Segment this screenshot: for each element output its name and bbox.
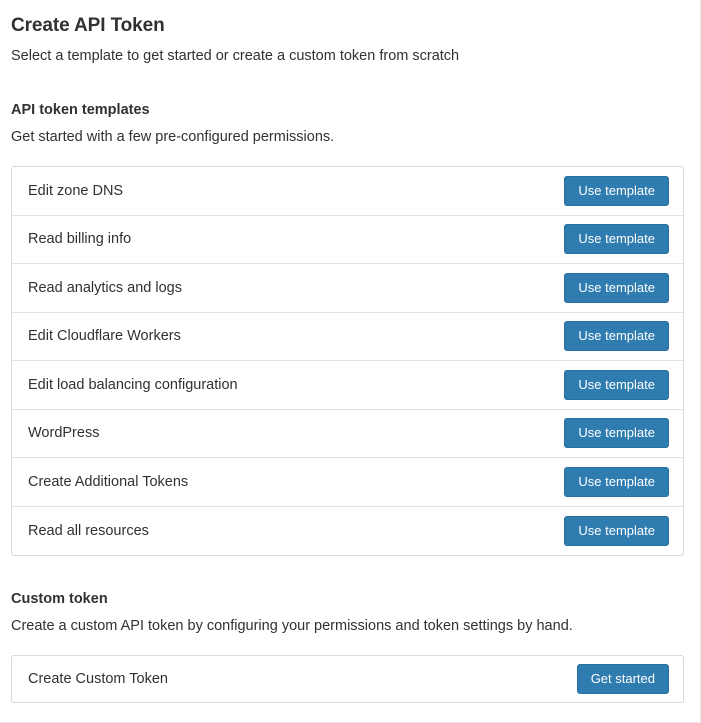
use-template-button[interactable]: Use template	[564, 418, 669, 448]
get-started-button[interactable]: Get started	[577, 664, 669, 694]
template-name: Edit Cloudflare Workers	[28, 328, 181, 345]
list-item[interactable]	[12, 410, 683, 459]
use-template-button[interactable]: Use template	[564, 516, 669, 546]
custom-section-description: Create a custom API token by configuring your permissions and token settings by hand.	[11, 618, 573, 634]
list-item[interactable]	[12, 458, 683, 507]
template-name: Edit load balancing configuration	[28, 376, 238, 393]
template-name: Read all resources	[28, 522, 149, 539]
template-name: Read analytics and logs	[28, 279, 182, 296]
use-template-button[interactable]: Use template	[564, 370, 669, 400]
list-item[interactable]	[12, 507, 683, 556]
list-item[interactable]	[12, 313, 683, 362]
page-title: Create API Token	[11, 15, 165, 36]
templates-section-description: Get started with a few pre-configured permissions.	[11, 129, 335, 145]
use-template-button[interactable]: Use template	[564, 176, 669, 206]
custom-section-title: Custom token	[11, 591, 108, 607]
api-token-templates-list	[11, 166, 684, 556]
list-item[interactable]	[12, 656, 683, 702]
use-template-button[interactable]: Use template	[564, 321, 669, 351]
list-item[interactable]	[12, 216, 683, 265]
use-template-button[interactable]: Use template	[564, 273, 669, 303]
templates-section-title: API token templates	[11, 102, 150, 118]
custom-token-card	[11, 655, 684, 703]
list-item[interactable]	[12, 264, 683, 313]
bottom-spacer	[11, 703, 684, 719]
page-subtitle: Select a template to get started or create a custom token from scratch	[11, 48, 460, 64]
template-name: Edit zone DNS	[28, 182, 124, 199]
template-name: WordPress	[28, 425, 100, 442]
template-name: Create Additional Tokens	[28, 473, 189, 490]
template-name: Read billing info	[28, 231, 132, 248]
custom-token-name: Create Custom Token	[28, 671, 168, 687]
list-item[interactable]	[12, 167, 683, 216]
list-item[interactable]	[12, 361, 683, 410]
use-template-button[interactable]: Use template	[564, 467, 669, 497]
custom-token-section	[11, 589, 684, 703]
use-template-button[interactable]: Use template	[564, 224, 669, 254]
